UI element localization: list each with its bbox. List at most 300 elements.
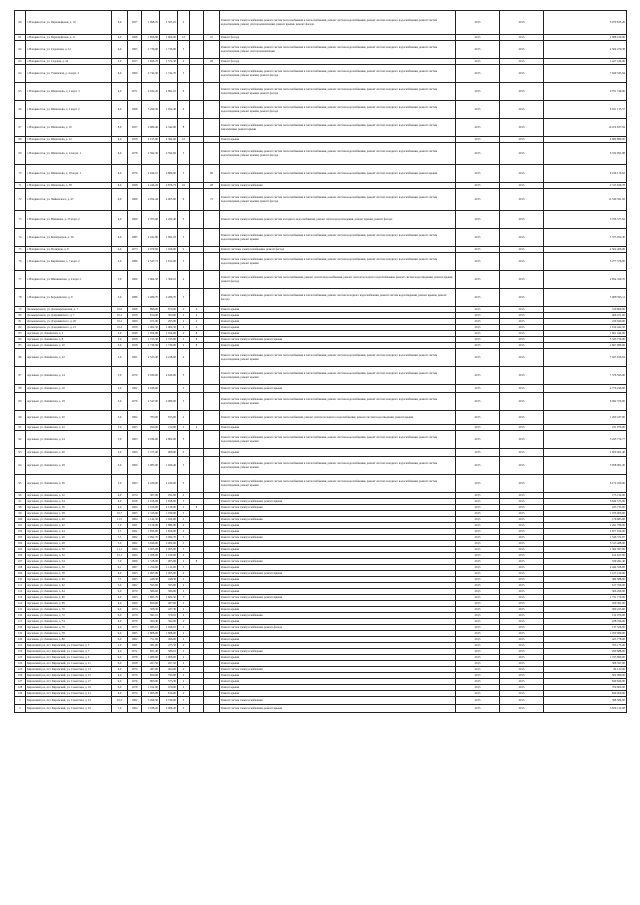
cell-entrances: 5: [178, 393, 190, 411]
cell-floors: 5,0: [112, 385, 128, 393]
cell-living-area: 1 002,50: [160, 325, 178, 331]
cell-residents: [204, 83, 220, 101]
cell-total-area: 1 998,70: [142, 11, 160, 35]
cell-address: Арсеньев, ул. Ленинская, д. 76: [26, 625, 112, 631]
cell-year-built: 1958: [128, 137, 142, 143]
cell-works-list: Ремонт систем электроснабжения, ремонт крыши: [220, 337, 456, 343]
cell-cost: 9 791 749,00: [544, 83, 627, 101]
cell-living-area: 586,10: [160, 649, 178, 655]
cell-living-area: 1 600,00: [160, 35, 178, 41]
cell-address: Арсеньев, ул. Ленинская, д. 28: [26, 457, 112, 475]
cell-row-number: 70: [15, 165, 26, 183]
cell-total-area: 2 525,40: [142, 349, 160, 367]
cell-total-area: 1 808,00: [142, 631, 160, 637]
cell-total-area: 2 744,30: [142, 65, 160, 83]
cell-total-area: 3 038,20: [142, 705, 160, 713]
cell-entrances: 2: [178, 449, 190, 457]
cell-plan-start-year: 2015: [456, 667, 500, 673]
cell-floors: 5,0: [112, 541, 128, 547]
cell-year-built: 1962: [128, 541, 142, 547]
cell-plan-start-year: 2015: [456, 625, 500, 631]
cell-row-number: 106: [15, 553, 26, 559]
cell-living-area: 4 005,00: [160, 189, 178, 211]
cell-living-area: 2 286,70: [160, 289, 178, 307]
cell-entrances: 2: [178, 625, 190, 631]
cell-plan-end-year: 2015: [500, 523, 544, 529]
cell-floors: 6,0: [112, 211, 128, 229]
cell-works-list: Ремонт систем электроснабжения, ремонт систем теплоснабжения и теплоснабжения, ремонт систем водоснабжения, ремонт систем холодного водоснабжения, ремонт систем водоотведения, ремонт крыши, ремонт фасада: [220, 83, 456, 101]
cell-total-area: 2 547,72: [142, 253, 160, 271]
cell-residents: 28: [204, 59, 220, 65]
cell-row-number: 102: [15, 529, 26, 535]
cell-floors: 6,0: [112, 673, 128, 679]
cell-plan-end-year: 2015: [500, 119, 544, 137]
cell-floors: 6,0: [112, 661, 128, 667]
cell-entrances: 2: [178, 685, 190, 691]
cell-entrances: 5: [178, 253, 190, 271]
cell-entrances: 4: [178, 247, 190, 253]
cell-floors: 8,0: [112, 119, 128, 137]
cell-total-area: 3 040,00: [142, 541, 160, 547]
cell-floors: 4,0: [112, 247, 128, 253]
cell-row-number: 85: [15, 343, 26, 349]
cell-address: Арсеньев, ул. Ленинская, д. 22: [26, 425, 112, 431]
cell-living-area: 2 620,00: [160, 367, 178, 385]
cell-cost: 840 840,00: [544, 679, 627, 685]
table-row: [15, 367, 627, 385]
table-row: [15, 101, 627, 119]
cell-cost: 3 313 488,00: [544, 541, 627, 547]
cell-plan-start-year: 2015: [456, 119, 500, 137]
cell-living-area: 1 006,00: [160, 655, 178, 661]
cell-extra-count: [190, 457, 204, 475]
cell-address: Арсеньев, ул. Ленинская, д. 14: [26, 367, 112, 385]
cell-row-number: 121: [15, 643, 26, 649]
cell-total-area: 2 592,30: [142, 143, 160, 165]
cell-row-number: 80: [15, 313, 26, 319]
cell-plan-end-year: 2015: [500, 325, 544, 331]
cell-extra-count: 4: [190, 425, 204, 431]
cell-works-list: Ремонт крыши: [220, 529, 456, 535]
cell-cost: 229 940,00: [544, 319, 627, 325]
cell-row-number: 75: [15, 247, 26, 253]
cell-works-list: Ремонт систем электроснабжения, ремонт систем теплоснабжения и теплоснабжения, ремонт систем водоснабжения, ремонт систем холодного водоснабжения, ремонт систем водоотведения, ремонт крыши: [220, 229, 456, 247]
cell-row-number: 110: [15, 577, 26, 583]
cell-extra-count: [190, 11, 204, 35]
cell-entrances: 6: [178, 83, 190, 101]
cell-year-built: 1964: [128, 547, 142, 553]
cell-address: Арсеньев, ул. Ленинская, д. 42: [26, 523, 112, 529]
cell-year-built: 1961: [128, 643, 142, 649]
cell-residents: [204, 431, 220, 449]
cell-cost: 339 491,40: [544, 559, 627, 565]
cell-address: Арсеньев, ул. Ленинская, д. 44: [26, 529, 112, 535]
cell-plan-end-year: 2015: [500, 211, 544, 229]
cell-plan-start-year: 2015: [456, 475, 500, 493]
cell-extra-count: 4: [190, 313, 204, 319]
cell-total-area: 2 215,90: [142, 137, 160, 143]
cell-plan-start-year: 2015: [456, 499, 500, 505]
cell-year-built: 1964: [128, 553, 142, 559]
cell-address: Кировский р-н, пгт. Кировский, ул. Советская, д. 15: [26, 673, 112, 679]
cell-plan-end-year: 2015: [500, 655, 544, 661]
cell-living-area: 2 902,00: [160, 541, 178, 547]
cell-address: Кировский р-н, пгт. Кировский, ул. Советская, д. 9: [26, 655, 112, 661]
cell-living-area: 392,00: [160, 619, 178, 625]
cell-total-area: 4 032,20: [142, 83, 160, 101]
cell-plan-start-year: 2015: [456, 393, 500, 411]
cell-cost: 10 474 837,94: [544, 119, 627, 137]
cell-address: Арсеньев, ул. Ленинская, д. 52: [26, 553, 112, 559]
cell-entrances: 2: [178, 337, 190, 343]
cell-cost: 1 050 080,00: [544, 631, 627, 637]
cell-row-number: 2: [15, 705, 26, 713]
cell-plan-start-year: 2015: [456, 583, 500, 589]
cell-residents: [204, 411, 220, 425]
cell-cost: 1 629 401,40: [544, 449, 627, 457]
cell-total-area: 1 256,00: [142, 565, 160, 571]
cell-plan-end-year: 2015: [500, 349, 544, 367]
cell-plan-end-year: 2015: [500, 385, 544, 393]
cell-living-area: 487,00: [160, 601, 178, 607]
cell-total-area: 1 097,00: [142, 571, 160, 577]
cell-plan-start-year: 2015: [456, 559, 500, 565]
cell-cost: 7 376 595,00: [544, 367, 627, 385]
cell-extra-count: 8: [190, 331, 204, 337]
cell-row-number: 117: [15, 619, 26, 625]
cell-entrances: 3: [178, 565, 190, 571]
cell-year-built: 1963: [128, 425, 142, 431]
cell-works-list: Ремонт систем электроснабжения, ремонт крыши: [220, 705, 456, 713]
cell-row-number: 101: [15, 523, 26, 529]
cell-entrances: 4: [178, 523, 190, 529]
cell-total-area: 1 002,50: [142, 325, 160, 331]
cell-works-list: Ремонт систем электроснабжения, ремонт систем теплоснабжения и теплоснабжения, ремонт систем водоснабжения, ремонт систем холодного водоснабжения, ремонт систем водоотведения, ремонт систем канализации, ремонт крыши, ремонт фасада: [220, 11, 456, 35]
cell-row-number: 86: [15, 349, 26, 367]
cell-plan-start-year: 2015: [456, 457, 500, 475]
cell-address: Кировский р-н, пгт. Кировский, ул. Советская, д. 23: [26, 697, 112, 705]
cell-works-list: Ремонт крыши: [220, 619, 456, 625]
cell-living-area: 1 808,00: [160, 631, 178, 637]
cell-plan-end-year: 2015: [500, 613, 544, 619]
cell-entrances: 16: [178, 137, 190, 143]
cell-year-built: 1976: [128, 685, 142, 691]
cell-entrances: 5: [178, 11, 190, 35]
cell-year-built: 1973: [128, 247, 142, 253]
cell-plan-end-year: 2015: [500, 625, 544, 631]
cell-total-area: 829,00: [142, 601, 160, 607]
cell-works-list: Ремонт крыши: [220, 643, 456, 649]
cell-floors: 6,0: [112, 143, 128, 165]
cell-extra-count: 4: [190, 307, 204, 313]
cell-floors: 5,0: [112, 343, 128, 349]
cell-year-built: 1957: [128, 11, 142, 35]
cell-floors: 5,0: [112, 337, 128, 343]
cell-plan-end-year: 2015: [500, 319, 544, 325]
cell-works-list: Ремонт систем электроснабжения, ремонт крыши: [220, 595, 456, 601]
cell-row-number: 99: [15, 511, 26, 517]
cell-plan-end-year: 2015: [500, 667, 544, 673]
table-row: [15, 697, 627, 705]
cell-floors: 5,0: [112, 457, 128, 475]
cell-living-area: 905,00: [160, 559, 178, 565]
cell-plan-start-year: 2015: [456, 337, 500, 343]
cell-floors: 6,0: [112, 631, 128, 637]
cell-living-area: 1 026,10: [160, 625, 178, 631]
cell-plan-end-year: 2015: [500, 229, 544, 247]
cell-plan-start-year: 2015: [456, 577, 500, 583]
cell-year-built: 1970: [128, 589, 142, 595]
cell-floors: 5,0: [112, 583, 128, 589]
cell-extra-count: [190, 431, 204, 449]
cell-row-number: 124: [15, 661, 26, 667]
cell-plan-start-year: 2015: [456, 59, 500, 65]
cell-total-area: 1 983,00: [142, 457, 160, 475]
table-row: [15, 11, 627, 35]
cell-entrances: 5: [178, 229, 190, 247]
cell-row-number: 94: [15, 457, 26, 475]
cell-year-built: 1966: [128, 35, 142, 41]
cell-plan-start-year: 2015: [456, 189, 500, 211]
cell-plan-start-year: 2015: [456, 649, 500, 655]
cell-floors: 1,0: [112, 643, 128, 649]
cell-cost: 3 345 750,00: [544, 337, 627, 343]
cell-plan-start-year: 2015: [456, 541, 500, 547]
cell-address: Арсеньев, ул. Ленинская, д. 32: [26, 493, 112, 499]
cell-living-area: 595,00: [160, 583, 178, 589]
cell-row-number: 105: [15, 547, 26, 553]
cell-year-built: 1963: [128, 431, 142, 449]
cell-address: Арсеньев, ул. Ленинская, д. 62: [26, 583, 112, 589]
cell-works-list: Ремонт крыши: [220, 607, 456, 613]
cell-works-list: Ремонт крыши: [220, 493, 456, 499]
cell-row-number: 127: [15, 679, 26, 685]
cell-floors: 6,0: [112, 601, 128, 607]
cell-cost: 1 195 890,00: [544, 655, 627, 661]
cell-living-area: 970,00: [160, 685, 178, 691]
cell-cost: 390 225,60: [544, 607, 627, 613]
cell-works-list: Ремонт систем электроснабжения, ремонт систем теплоснабжения и теплоснабжения, ремонт систем водоснабжения, ремонт систем холодного водоснабжения, ремонт систем водоотведения, ремонт крыши: [220, 349, 456, 367]
cell-plan-start-year: 2015: [456, 325, 500, 331]
cell-floors: 4,0: [112, 35, 128, 41]
cell-total-area: 391,10: [142, 613, 160, 619]
cell-plan-start-year: 2015: [456, 685, 500, 691]
cell-year-built: 1958: [128, 343, 142, 349]
cell-entrances: 5: [178, 511, 190, 517]
cell-row-number: 79: [15, 307, 26, 313]
cell-entrances: 2: [178, 493, 190, 499]
cell-total-area: 267,50: [142, 661, 160, 667]
cell-address: Кировский р-н, пгт. Кировский, ул. Советская, д. 5: [26, 643, 112, 649]
cell-address: Арсеньев, ул. Ленинская, д. 36: [26, 505, 112, 511]
cell-living-area: 1 309,10: [160, 271, 178, 289]
cell-residents: 28: [204, 183, 220, 189]
cell-entrances: 2: [178, 691, 190, 697]
cell-extra-count: [190, 705, 204, 713]
cell-entrances: 5: [178, 385, 190, 393]
cell-works-list: Ремонт систем электроснабжения, ремонт систем теплоснабжения и теплоснабжения, ремонт систем водоснабжения, ремонт систем холодного водоснабжения, ремонт систем водоотведения, ремонт крыши: [220, 393, 456, 411]
cell-total-area: 394,40: [142, 619, 160, 625]
cell-year-built: 1965: [128, 511, 142, 517]
cell-total-area: 307,00: [142, 493, 160, 499]
cell-living-area: 1 886,00: [160, 523, 178, 529]
cell-floors: 5,0: [112, 289, 128, 307]
cell-row-number: 64: [15, 65, 26, 83]
cell-entrances: 5: [178, 541, 190, 547]
cell-plan-start-year: 2015: [456, 631, 500, 637]
cell-plan-start-year: 2015: [456, 411, 500, 425]
cell-plan-start-year: 2015: [456, 601, 500, 607]
cell-works-list: Ремонт систем электроснабжения: [220, 649, 456, 655]
cell-year-built: 1960: [128, 319, 142, 325]
cell-total-area: 896,00: [142, 307, 160, 313]
cell-floors: 6,0: [112, 679, 128, 685]
cell-residents: [204, 101, 220, 119]
cell-year-built: 1958: [128, 313, 142, 319]
cell-plan-end-year: 2015: [500, 577, 544, 583]
table-row: [15, 393, 627, 411]
cell-plan-start-year: 2015: [456, 607, 500, 613]
cell-floors: 6,0: [112, 637, 128, 643]
cell-floors: 7,5: [112, 577, 128, 583]
cell-year-built: 1960: [128, 65, 142, 83]
cell-cost: 5 706 377,92: [544, 211, 627, 229]
cell-plan-end-year: 2015: [500, 643, 544, 649]
cell-year-built: 1966: [128, 559, 142, 565]
cell-total-area: 820,00: [142, 673, 160, 679]
cell-entrances: 2: [178, 583, 190, 589]
cell-floors: 5,0: [112, 349, 128, 367]
cell-plan-end-year: 2015: [500, 431, 544, 449]
cell-extra-count: 8: [190, 343, 204, 349]
cell-year-built: 1979: [128, 165, 142, 183]
cell-plan-start-year: 2015: [456, 449, 500, 457]
cell-row-number: 87: [15, 367, 26, 385]
cell-extra-count: [190, 385, 204, 393]
table-row: [15, 411, 627, 425]
cell-floors: 6,0: [112, 183, 128, 189]
cell-year-built: 1963: [128, 571, 142, 577]
cell-plan-end-year: 2015: [500, 411, 544, 425]
cell-extra-count: 8: [190, 559, 204, 565]
cell-row-number: 76: [15, 253, 26, 271]
cell-address: Арсеньев, ул. Ленинская, д. 30: [26, 475, 112, 493]
cell-works-list: Ремонт крыши: [220, 691, 456, 697]
table-row: [15, 165, 627, 183]
cell-entrances: 2: [178, 661, 190, 667]
cell-cost: 7 649 345,94: [544, 65, 627, 83]
cell-cost: 1 601 444,00: [544, 331, 627, 337]
cell-address: Арсеньев, ул. Ленинская, д. 50: [26, 547, 112, 553]
cell-works-list: Ремонт крыши: [220, 313, 456, 319]
cell-living-area: 2 592,60: [160, 143, 178, 165]
cell-total-area: 4 636,00: [142, 385, 160, 393]
cell-year-built: 1974: [128, 493, 142, 499]
cell-plan-start-year: 2015: [456, 529, 500, 535]
cell-cost: 614 627,00: [544, 553, 627, 559]
cell-row-number: 109: [15, 571, 26, 577]
cell-works-list: Ремонт систем электроснабжения: [220, 535, 456, 541]
cell-entrances: 6: [178, 101, 190, 119]
cell-cost: 398 584,00: [544, 697, 627, 705]
cell-year-built: 1976: [128, 679, 142, 685]
cell-plan-end-year: 2015: [500, 607, 544, 613]
cell-entrances: 2: [178, 589, 190, 595]
cell-residents: 47: [204, 35, 220, 41]
cell-year-built: 1974: [128, 667, 142, 673]
cell-plan-end-year: 2015: [500, 189, 544, 211]
cell-cost: 3 958 001,20: [544, 457, 627, 475]
cell-total-area: 1 208,00: [142, 553, 160, 559]
cell-floors: 6,0: [112, 589, 128, 595]
cell-cost: 290 688,00: [544, 649, 627, 655]
cell-plan-end-year: 2015: [500, 619, 544, 625]
cell-floors: 6,0: [112, 625, 128, 631]
cell-row-number: 60: [15, 11, 26, 35]
cell-residents: [204, 41, 220, 59]
cell-address: Кировский р-н, пгт. Кировский, ул. Советская, д. 17: [26, 679, 112, 685]
cell-plan-start-year: 2015: [456, 331, 500, 337]
cell-plan-end-year: 2015: [500, 289, 544, 307]
cell-total-area: 4 244,20: [142, 183, 160, 189]
cell-works-list: Ремонт крыши: [220, 655, 456, 661]
cell-address: г. Владивосток, ул. Чайковского, д. 47: [26, 189, 112, 211]
cell-entrances: 2: [178, 425, 190, 431]
cell-works-list: Ремонт систем электроснабжения, ремонт крыши: [220, 499, 456, 505]
cell-address: Кировский р-н, пгт. Кировский, ул. Советская, д. 11: [26, 661, 112, 667]
cell-works-list: Ремонт фасада: [220, 59, 456, 65]
cell-plan-start-year: 2015: [456, 705, 500, 713]
cell-works-list: Ремонт системы электроснабжения, ремонт фасада: [220, 247, 456, 253]
cell-plan-start-year: 2015: [456, 349, 500, 367]
cell-works-list: Ремонт систем электроснабжения, ремонт систем теплоснабжения и теплоснабжения, ремонт систем водоснабжения, ремонт систем холодного водоснабжения, ремонт систем водоотведения, ремонт крыши: [220, 367, 456, 385]
table-row: [15, 457, 627, 475]
cell-cost: 466 471,00: [544, 313, 627, 319]
cell-entrances: 5: [178, 705, 190, 713]
cell-living-area: 1 022,00: [160, 517, 178, 523]
cell-plan-start-year: 2015: [456, 637, 500, 643]
cell-residents: [204, 289, 220, 307]
cell-living-area: 1 005,00: [160, 547, 178, 553]
cell-plan-end-year: 2015: [500, 337, 544, 343]
cell-year-built: 1958: [128, 499, 142, 505]
cell-total-area: 1 316,00: [142, 511, 160, 517]
cell-extra-count: 4: [190, 325, 204, 331]
cell-row-number: 88: [15, 385, 26, 393]
cell-living-area: 906,00: [160, 449, 178, 457]
cell-entrances: 4: [178, 59, 190, 65]
cell-plan-end-year: 2015: [500, 673, 544, 679]
cell-living-area: 1 026,00: [160, 247, 178, 253]
cell-floors: 5,0: [112, 431, 128, 449]
cell-year-built: 1974: [128, 607, 142, 613]
cell-plan-start-year: 2015: [456, 595, 500, 601]
cell-extra-count: [190, 165, 204, 183]
cell-plan-end-year: 2015: [500, 571, 544, 577]
cell-entrances: 5: [178, 475, 190, 493]
cell-extra-count: [190, 189, 204, 211]
cell-plan-end-year: 2015: [500, 559, 544, 565]
cell-entrances: 2: [178, 607, 190, 613]
cell-floors: 6,0: [112, 83, 128, 101]
cell-floors: 5,0: [112, 393, 128, 411]
cell-works-list: Ремонт систем электроснабжения, ремонт систем теплоснабжения и теплоснабжения, ремонт систем водоснабжения, ремонт систем холодного водоснабжения, ремонт систем водоотведения, ремонт систем канализации: [220, 41, 456, 59]
cell-entrances: 2: [178, 505, 190, 511]
cell-total-area: 2 630,00: [142, 367, 160, 385]
cell-entrances: 4: [178, 571, 190, 577]
cell-address: Арсеньев, ул. Ленинская, д. 66: [26, 595, 112, 601]
cell-living-area: 2 092,70: [160, 535, 178, 541]
